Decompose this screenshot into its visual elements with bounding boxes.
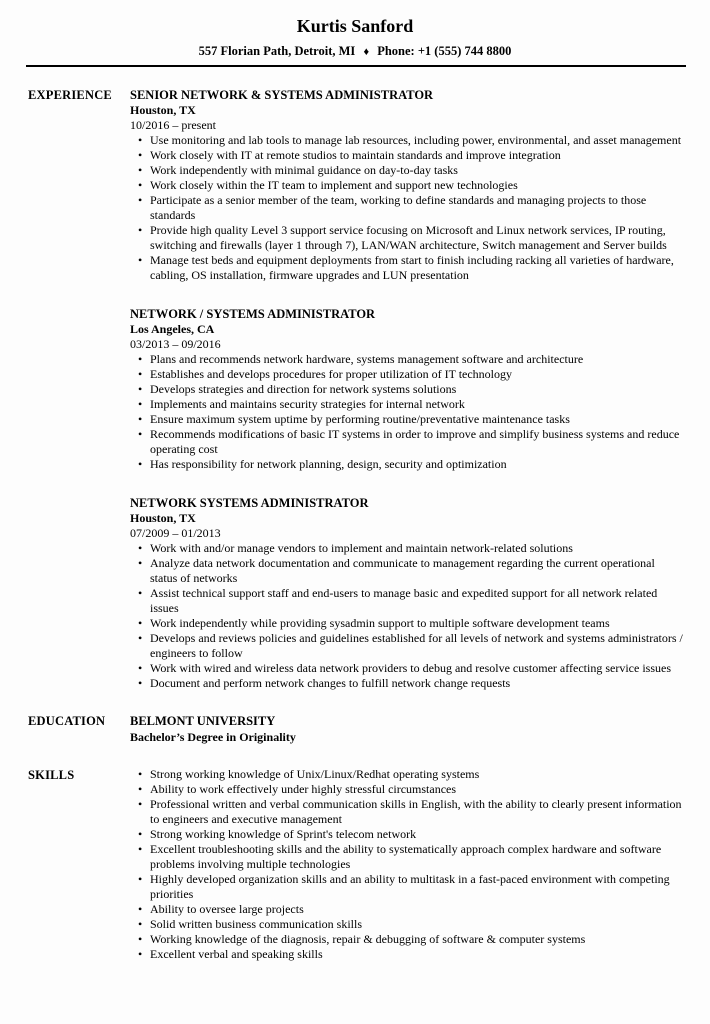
job-location: Houston, TX [130, 511, 196, 525]
section-label-skills: SKILLS [28, 768, 75, 782]
bullet-item: • Recommends modifications of basic IT systems in order to improve and simplify business systems and reduce operating cost [130, 427, 685, 457]
resume-header [0, 0, 710, 67]
bullet-item: • Work independently while providing sysadmin support to multiple software development teams [130, 616, 685, 631]
bullet-item: • Strong working knowledge of Unix/Linux/Redhat operating systems [130, 767, 685, 782]
bullet-item: • Has responsibility for network planning, design, security and optimization [130, 457, 685, 472]
job-entry-2 [130, 306, 685, 472]
experience-content [130, 87, 685, 691]
bullet-item: • Excellent verbal and speaking skills [130, 947, 685, 962]
job-entry-3 [130, 495, 685, 691]
job-location: Los Angeles, CA [130, 322, 215, 336]
contact-line [0, 44, 710, 60]
bullet-item: • Document and perform network changes to fulfill network change requests [130, 676, 685, 691]
job-title: NETWORK SYSTEMS ADMINISTRATOR [130, 496, 369, 510]
experience-section [28, 87, 685, 691]
bullet-item: • Develops strategies and direction for network systems solutions [130, 382, 685, 397]
section-label-experience: EXPERIENCE [28, 88, 112, 102]
job-bullet-list [130, 133, 685, 283]
bullet-item: • Ability to work effectively under highly stressful circumstances [130, 782, 685, 797]
degree-name: Bachelor’s Degree in Originality [130, 730, 296, 744]
bullet-item: • Provide high quality Level 3 support service focusing on Microsoft and Linux network services, IP routing, switching and firewalls (layer 1 through 7), LAN/WAN architecture, Switch management and Server builds [130, 223, 685, 253]
bullet-item: • Use monitoring and lab tools to manage lab resources, including power, environmental, and asset management [130, 133, 685, 148]
bullet-item: • Implements and maintains security strategies for internal network [130, 397, 685, 412]
school-name: BELMONT UNIVERSITY [130, 714, 276, 728]
bullet-item: • Strong working knowledge of Sprint's telecom network [130, 827, 685, 842]
job-bullet-list [130, 352, 685, 472]
bullet-item: • Develops and reviews policies and guidelines established for all levels of network and systems administrators / engineers to follow [130, 631, 685, 661]
bullet-item: • Work closely within the IT team to implement and support new technologies [130, 178, 685, 193]
candidate-name: Kurtis Sanford [296, 16, 414, 36]
skills-content [130, 767, 685, 962]
bullet-item: • Plans and recommends network hardware, systems management software and architecture [130, 352, 685, 367]
bullet-item: • Excellent troubleshooting skills and the ability to systematically approach complex hardware and software problems involving multiple technologies [130, 842, 685, 872]
section-label-education: EDUCATION [28, 714, 106, 728]
bullet-item: • Work independently with minimal guidance on day-to-day tasks [130, 163, 685, 178]
job-dates: 10/2016 – present [130, 118, 216, 132]
bullet-item: • Solid written business communication skills [130, 917, 685, 932]
bullet-item: • Assist technical support staff and end-users to manage basic and expedited support for all network related issues [130, 586, 685, 616]
job-title: NETWORK / SYSTEMS ADMINISTRATOR [130, 307, 376, 321]
bullet-item: • Work with wired and wireless data network providers to debug and resolve customer affecting service issues [130, 661, 685, 676]
address-text: 557 Florian Path, Detroit, MI [198, 44, 356, 58]
job-dates: 07/2009 – 01/2013 [130, 526, 221, 540]
skills-bullet-list [130, 767, 685, 962]
education-content [130, 713, 685, 745]
bullet-item: • Ability to oversee large projects [130, 902, 685, 917]
bullet-item: • Participate as a senior member of the team, working to define standards and managing projects to those standards [130, 193, 685, 223]
phone-text: Phone: +1 (555) 744 8800 [377, 44, 512, 58]
job-bullet-list [130, 541, 685, 691]
job-location: Houston, TX [130, 103, 196, 117]
bullet-item: • Work closely with IT at remote studios to maintain standards and improve integration [130, 148, 685, 163]
bullet-item: • Manage test beds and equipment deployments from start to finish including racking all varieties of hardware, cabling, OS installation, firmware upgrades and LUN presentation [130, 253, 685, 283]
job-title: SENIOR NETWORK & SYSTEMS ADMINISTRATOR [130, 88, 434, 102]
skills-section [28, 767, 685, 962]
resume-body [0, 67, 710, 962]
bullet-item: • Highly developed organization skills and an ability to multitask in a fast-paced environment with competing priorities [130, 872, 685, 902]
education-section [28, 713, 685, 745]
bullet-item: • Working knowledge of the diagnosis, repair & debugging of software & computer systems [130, 932, 685, 947]
bullet-item: • Ensure maximum system uptime by performing routine/preventative maintenance tasks [130, 412, 685, 427]
diamond-separator-icon: ♦ [363, 46, 370, 58]
job-dates: 03/2013 – 09/2016 [130, 337, 221, 351]
bullet-item: • Establishes and develops procedures for proper utilization of IT technology [130, 367, 685, 382]
bullet-item: • Analyze data network documentation and communicate to management regarding the current operational status of networks [130, 556, 685, 586]
bullet-item: • Professional written and verbal communication skills in English, with the ability to clearly present information to engineers and executive management [130, 797, 685, 827]
job-entry-1 [130, 87, 685, 283]
bullet-item: • Work with and/or manage vendors to implement and maintain network-related solutions [130, 541, 685, 556]
